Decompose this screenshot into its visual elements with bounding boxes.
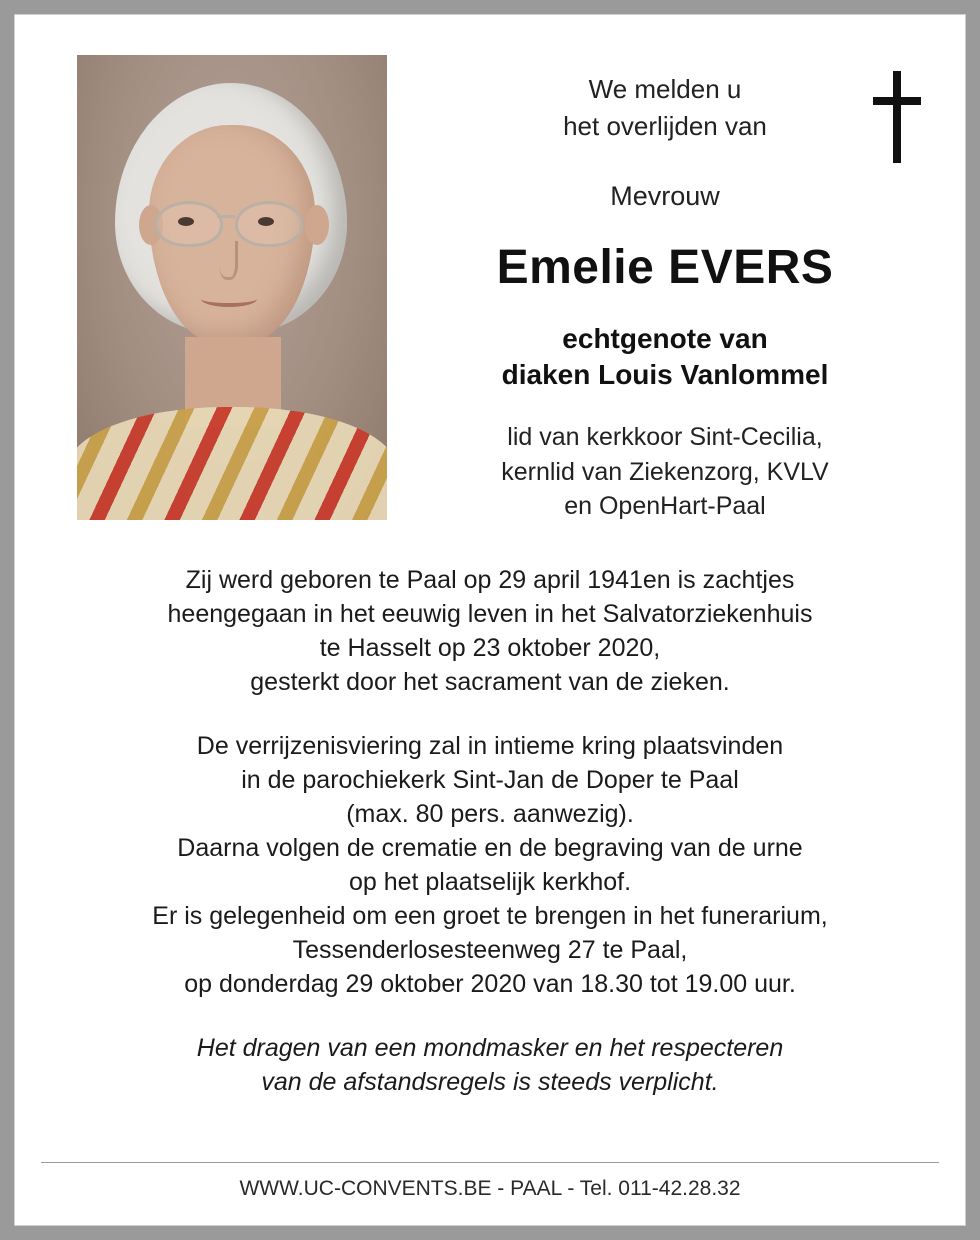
card-footer-section xyxy=(41,1162,939,1225)
portrait-eye-right xyxy=(258,217,274,226)
deceased-name: Emelie EVERS xyxy=(496,240,834,294)
portrait-mouth xyxy=(201,291,257,307)
card-body-section xyxy=(41,563,939,1099)
card-header-section xyxy=(41,37,939,537)
portrait-clothing xyxy=(77,407,387,520)
obituary-card xyxy=(14,14,966,1226)
paragraph3-line-0: Het dragen van een mondmasker en het respecteren xyxy=(196,1034,784,1062)
announcement-block xyxy=(391,71,939,145)
portrait-photo xyxy=(77,55,387,520)
membership-line-2: kernlid van Ziekenzorg, KVLV xyxy=(501,457,829,486)
announcement-line-1: We melden u xyxy=(588,74,742,104)
membership-line-3: en OpenHart-Paal xyxy=(564,492,766,521)
spouse-line-2: diaken Louis Vanlommel xyxy=(501,358,829,390)
footer-divider xyxy=(41,1162,939,1163)
cross-icon xyxy=(869,71,925,163)
paragraph2-line-1: in de parochiekerk Sint-Jan de Doper te Paal xyxy=(241,766,739,794)
paragraph1-line-1: heengegaan in het eeuwig leven in het Salvatorziekenhuis xyxy=(167,600,813,628)
paragraph2-line-6: Tessenderlosesteenweg 27 te Paal, xyxy=(292,936,688,964)
paragraph3-line-1: van de afstandsregels is steeds verplicht. xyxy=(261,1068,719,1096)
footer-contact: WWW.UC-CONVENTS.BE - PAAL - Tel. 011-42.28.32 xyxy=(239,1177,741,1200)
portrait-glasses-bridge xyxy=(217,215,235,218)
paragraph-covid-notice xyxy=(41,1031,939,1099)
paragraph2-line-4: op het plaatselijk kerkhof. xyxy=(348,868,632,896)
portrait-eye-left xyxy=(178,217,194,226)
paragraph1-line-3: gesterkt door het sacrament van de zieken. xyxy=(250,668,730,696)
salutation: Mevrouw xyxy=(610,180,720,211)
paragraph-ceremony xyxy=(41,729,939,1001)
paragraph2-line-3: Daarna volgen de crematie en de begraving van de urne xyxy=(177,834,803,862)
paragraph2-line-0: De verrijzenisviering zal in intieme kring plaatsvinden xyxy=(196,732,784,760)
portrait-ear-right xyxy=(305,205,329,245)
announcement-line-2: het overlijden van xyxy=(563,110,767,141)
paragraph2-line-5: Er is gelegenheid om een groet te brengen in het funerarium, xyxy=(152,902,828,930)
paragraph-birth-death xyxy=(41,563,939,699)
portrait-nose xyxy=(219,241,238,280)
membership-line-1: lid van kerkkoor Sint-Cecilia, xyxy=(507,423,823,452)
header-text-column xyxy=(391,37,939,524)
spouse-line-1: echtgenote van xyxy=(562,322,768,354)
paragraph1-line-0: Zij werd geboren te Paal op 29 april 1941en is zachtjes xyxy=(185,566,795,594)
memberships-block xyxy=(391,420,939,524)
spouse-block xyxy=(391,321,939,393)
paragraph1-line-2: te Hasselt op 23 oktober 2020, xyxy=(319,634,661,662)
paragraph2-line-7: op donderdag 29 oktober 2020 van 18.30 tot 19.00 uur. xyxy=(184,970,796,998)
portrait-container xyxy=(41,37,391,520)
paragraph2-line-2: (max. 80 pers. aanwezig). xyxy=(346,800,634,828)
